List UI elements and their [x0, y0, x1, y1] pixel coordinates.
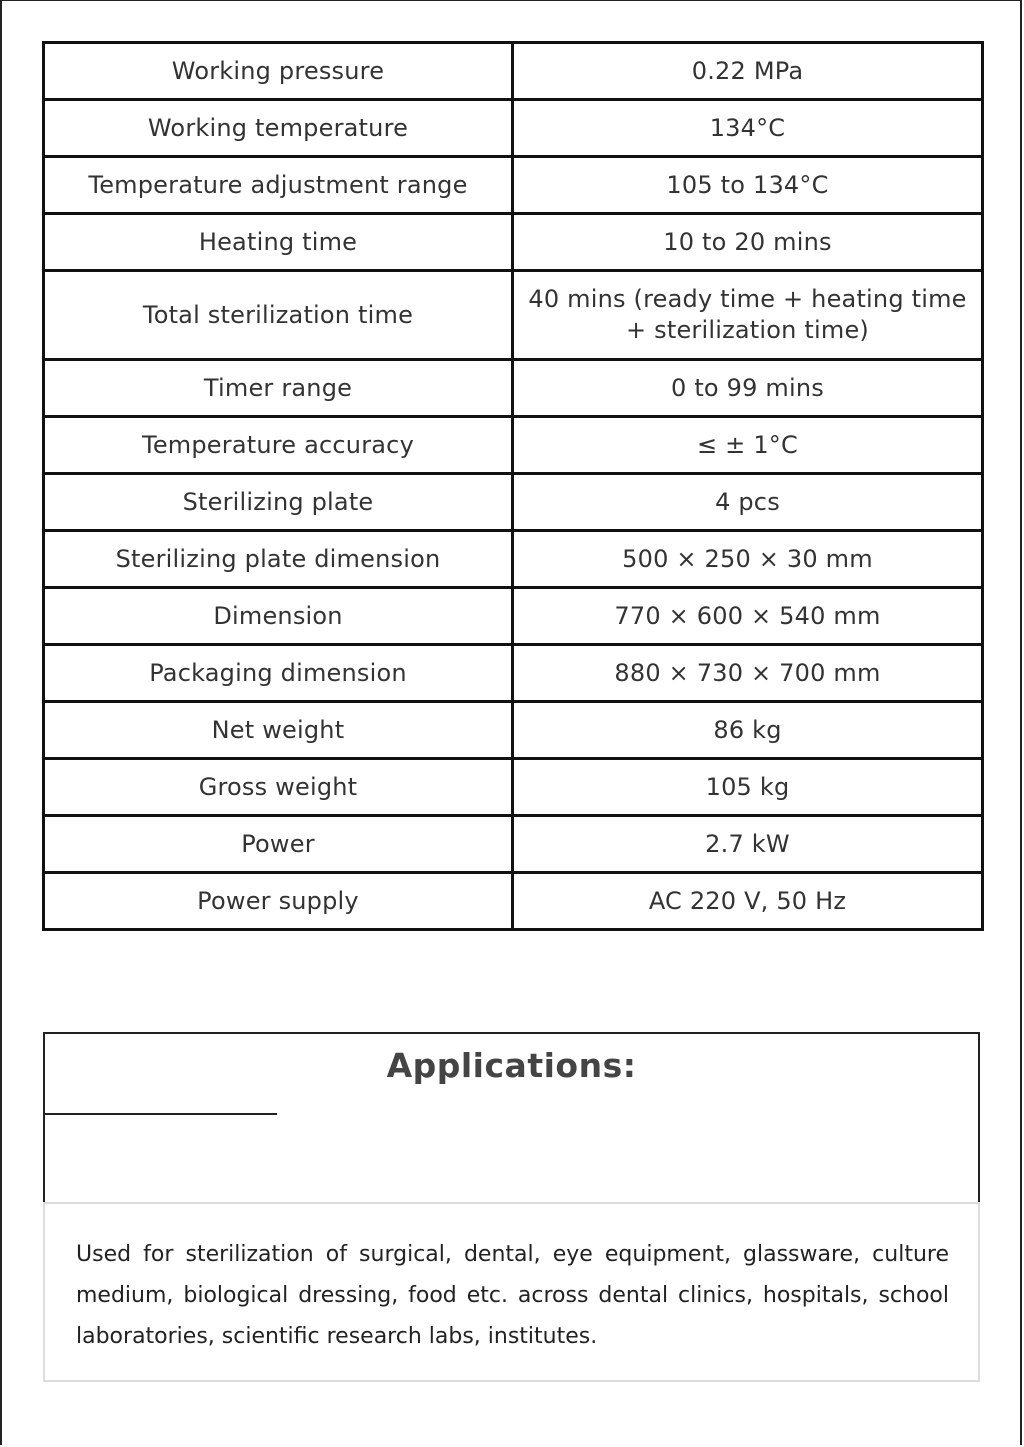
table-row — [44, 214, 983, 271]
spec-value: 4 pcs — [513, 474, 983, 531]
spec-label: Working temperature — [44, 100, 513, 157]
spec-label: Temperature accuracy — [44, 417, 513, 474]
applications-title: Applications: — [386, 1046, 637, 1085]
spec-value: 0.22 MPa — [513, 43, 983, 100]
spec-label: Timer range — [44, 360, 513, 417]
spec-value: ≤ ± 1°C — [513, 417, 983, 474]
table-row — [44, 588, 983, 645]
spec-value: 0 to 99 mins — [513, 360, 983, 417]
spec-label: Power supply — [44, 873, 513, 930]
applications-divider — [43, 1113, 277, 1115]
spec-value: 770 × 600 × 540 mm — [513, 588, 983, 645]
spec-value: 500 × 250 × 30 mm — [513, 531, 983, 588]
table-row — [44, 474, 983, 531]
table-row — [44, 531, 983, 588]
spec-value: 880 × 730 × 700 mm — [513, 645, 983, 702]
table-row — [44, 157, 983, 214]
spec-label: Working pressure — [44, 43, 513, 100]
applications-description-box — [43, 1202, 980, 1382]
spec-label: Temperature adjustment range — [44, 157, 513, 214]
spec-value: AC 220 V, 50 Hz — [513, 873, 983, 930]
table-row — [44, 873, 983, 930]
spec-value: 105 kg — [513, 759, 983, 816]
spec-label: Sterilizing plate — [44, 474, 513, 531]
spec-label: Total sterilization time — [44, 271, 513, 360]
table-row — [44, 417, 983, 474]
table-row — [44, 360, 983, 417]
spec-value: 86 kg — [513, 702, 983, 759]
spec-value: 105 to 134°C — [513, 157, 983, 214]
spec-value: 40 mins (ready time + heating time + sterilization time) — [513, 271, 983, 360]
specifications-table — [42, 41, 984, 931]
table-row — [44, 100, 983, 157]
spec-label: Power — [44, 816, 513, 873]
table-row — [44, 645, 983, 702]
spec-label: Sterilizing plate dimension — [44, 531, 513, 588]
spec-value: 2.7 kW — [513, 816, 983, 873]
applications-header-box — [43, 1032, 980, 1202]
table-row — [44, 816, 983, 873]
spec-value: 134°C — [513, 100, 983, 157]
table-row — [44, 43, 983, 100]
spec-label: Net weight — [44, 702, 513, 759]
table-row — [44, 271, 983, 360]
table-row — [44, 759, 983, 816]
spec-label: Heating time — [44, 214, 513, 271]
spec-label: Dimension — [44, 588, 513, 645]
spec-value: 10 to 20 mins — [513, 214, 983, 271]
table-row — [44, 702, 983, 759]
spec-label: Packaging dimension — [44, 645, 513, 702]
spec-label: Gross weight — [44, 759, 513, 816]
applications-description: Used for sterilization of surgical, dental, eye equipment, glassware, culture medium, biological dressing, food etc. across dental clinics, hospitals, school laboratories, scientific research labs, institutes. — [76, 1242, 949, 1349]
